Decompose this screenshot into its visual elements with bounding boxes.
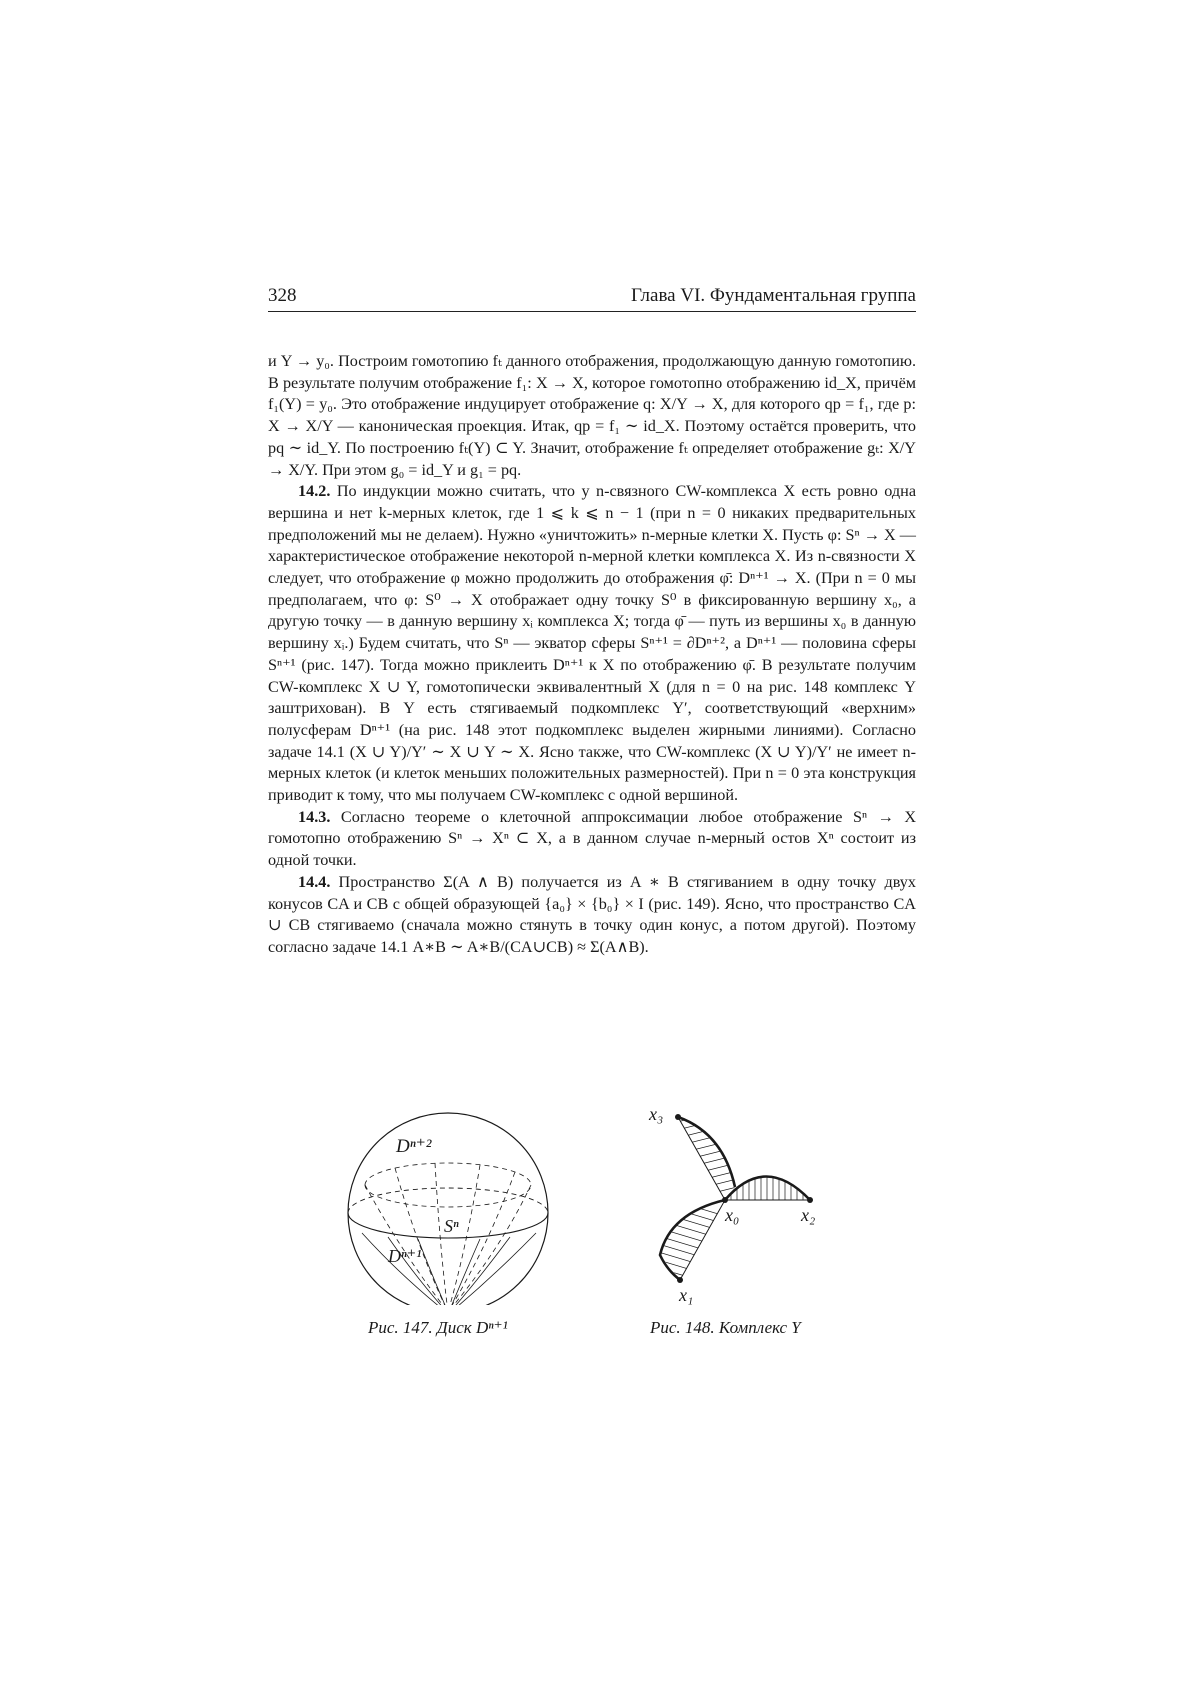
paragraph-14-4: [268, 872, 916, 959]
paragraph-14-3: [268, 807, 916, 872]
paragraph-text: Согласно теореме о клеточной аппроксимации любое отображение Sⁿ → X гомотопно отображению Sⁿ → Xⁿ ⊂ X, а в данном случае n-мерный остов Xⁿ состоит из одной точки.: [268, 808, 916, 869]
figure-148-complex: [645, 1105, 845, 1305]
chapter-title: Глава VI. Фундаментальная группа: [631, 285, 916, 307]
label-half: Dⁿ⁺¹: [387, 1246, 422, 1266]
label-x2: x₂: [800, 1205, 815, 1225]
section-heading: 14.3.: [298, 808, 330, 826]
inner-ellipse-lower: [365, 1185, 531, 1207]
figure-147-caption: Рис. 147. Диск Dⁿ⁺¹: [368, 1318, 508, 1338]
section-heading: 14.2.: [298, 482, 330, 500]
section-heading: 14.4.: [298, 873, 330, 891]
paragraph-text: и Y → y₀. Построим гомотопию fₜ данного отображения, продолжающую данную гомотопию. В результате получим отображение f₁: X → X, которое гомотопно отображению id_X, причём f₁(Y) = y₀. Это отображение индуцирует отображение q: X/Y → X, для которого qp = f₁, где p: X → X/Y — каноническая проекция. Итак, qp = f₁ ∼ id_X. Поэтому остаётся проверить, что pq ∼ id_Y. По построению fₜ(Y) ⊂ Y. Значит, отображение fₜ определяет отображение gₜ: X/Y → X/Y. При этом g₀ = id_Y и g₁ = pq.: [268, 352, 916, 479]
label-equator: Sⁿ: [444, 1216, 459, 1236]
lower-hemisphere-lines: [362, 1233, 536, 1305]
paragraph-continuation: [268, 351, 916, 481]
paragraph-14-2: [268, 481, 916, 807]
label-x3: x₃: [648, 1105, 663, 1124]
hatching-right: [731, 1145, 809, 1205]
vertices: [675, 1114, 813, 1283]
hatching-upper: [665, 1105, 745, 1213]
page-number: 328: [268, 285, 297, 307]
paragraph-text: По индукции можно считать, что у n-связного CW-комплекса X есть ровно одна вершина и нет k-мерных клеток, где 1 ⩽ k ⩽ n − 1 (при n = 0 никаких предварительных предположений мы не делаем). Нужно «уничтожить» n-мерные клетки X. Пусть φ: Sⁿ → X — характеристическое отображение некоторой n-мерной клетки комплекса X. Из n-связности X следует, что отображение φ можно продолжить до отображения φ̄: Dⁿ⁺¹ → X. (При n = 0 мы предполагаем, что φ: S⁰ → X отображает одну точку S⁰ в фиксированную вершину x₀, а другую точку — в данную вершину xᵢ комплекса X; тогда φ̄ — путь из вершины x₀ в данную вершину xᵢ.) Будем считать, что Sⁿ — экватор сферы Sⁿ⁺¹ = ∂Dⁿ⁺², а Dⁿ⁺¹ — половина сферы Sⁿ⁺¹ (рис. 147). Тогда можно приклеить Dⁿ⁺¹ к X по отображению φ̄. В результате получим CW-комплекс X ∪ Y, гомотопически эквивалентный X (для n = 0 на рис. 148 комплекс Y заштрихован). В Y есть стягиваемый подкомплекс Y′, соответствующий «верхним» полусферам Dⁿ⁺¹ (на рис. 148 этот подкомплекс выделен жирными линиями). Согласно задаче 14.1 (X ∪ Y)/Y′ ∼ X ∪ Y ∼ X. Ясно также, что CW-комплекс (X ∪ Y)/Y′ не имеет n-мерных клеток (и клеток меньших положительных размерностей). При n = 0 эта конструкция приводит к тому, что мы получаем CW-комплекс с одной вершиной.: [268, 482, 916, 804]
label-x0: x₀: [724, 1205, 739, 1225]
body-text: [268, 351, 916, 959]
paragraph-text: Пространство Σ(A ∧ B) получается из A ∗ B стягиванием в одну точку двух конусов CA и CB с общей образующей {a₀} × {b₀} × I (рис. 149). Ясно, что пространство CA ∪ CB стягиваемо (сначала можно стянуть в точку один конус, а потом другой). Поэтому согласно задаче 14.1 A∗B ∼ A∗B/(CA∪CB) ≈ Σ(A∧B).: [268, 873, 916, 956]
label-x1: x₁: [678, 1285, 693, 1305]
figure-147-disk: [340, 1100, 560, 1305]
label-ball: Dⁿ⁺²: [395, 1136, 432, 1157]
inner-ellipse-upper: [365, 1163, 531, 1185]
bold-arcs: [660, 1117, 810, 1280]
figure-148-caption: Рис. 148. Комплекс Y: [650, 1318, 801, 1338]
equator-back: [348, 1188, 548, 1213]
page-header: [268, 285, 916, 312]
thin-edges: [678, 1117, 810, 1280]
